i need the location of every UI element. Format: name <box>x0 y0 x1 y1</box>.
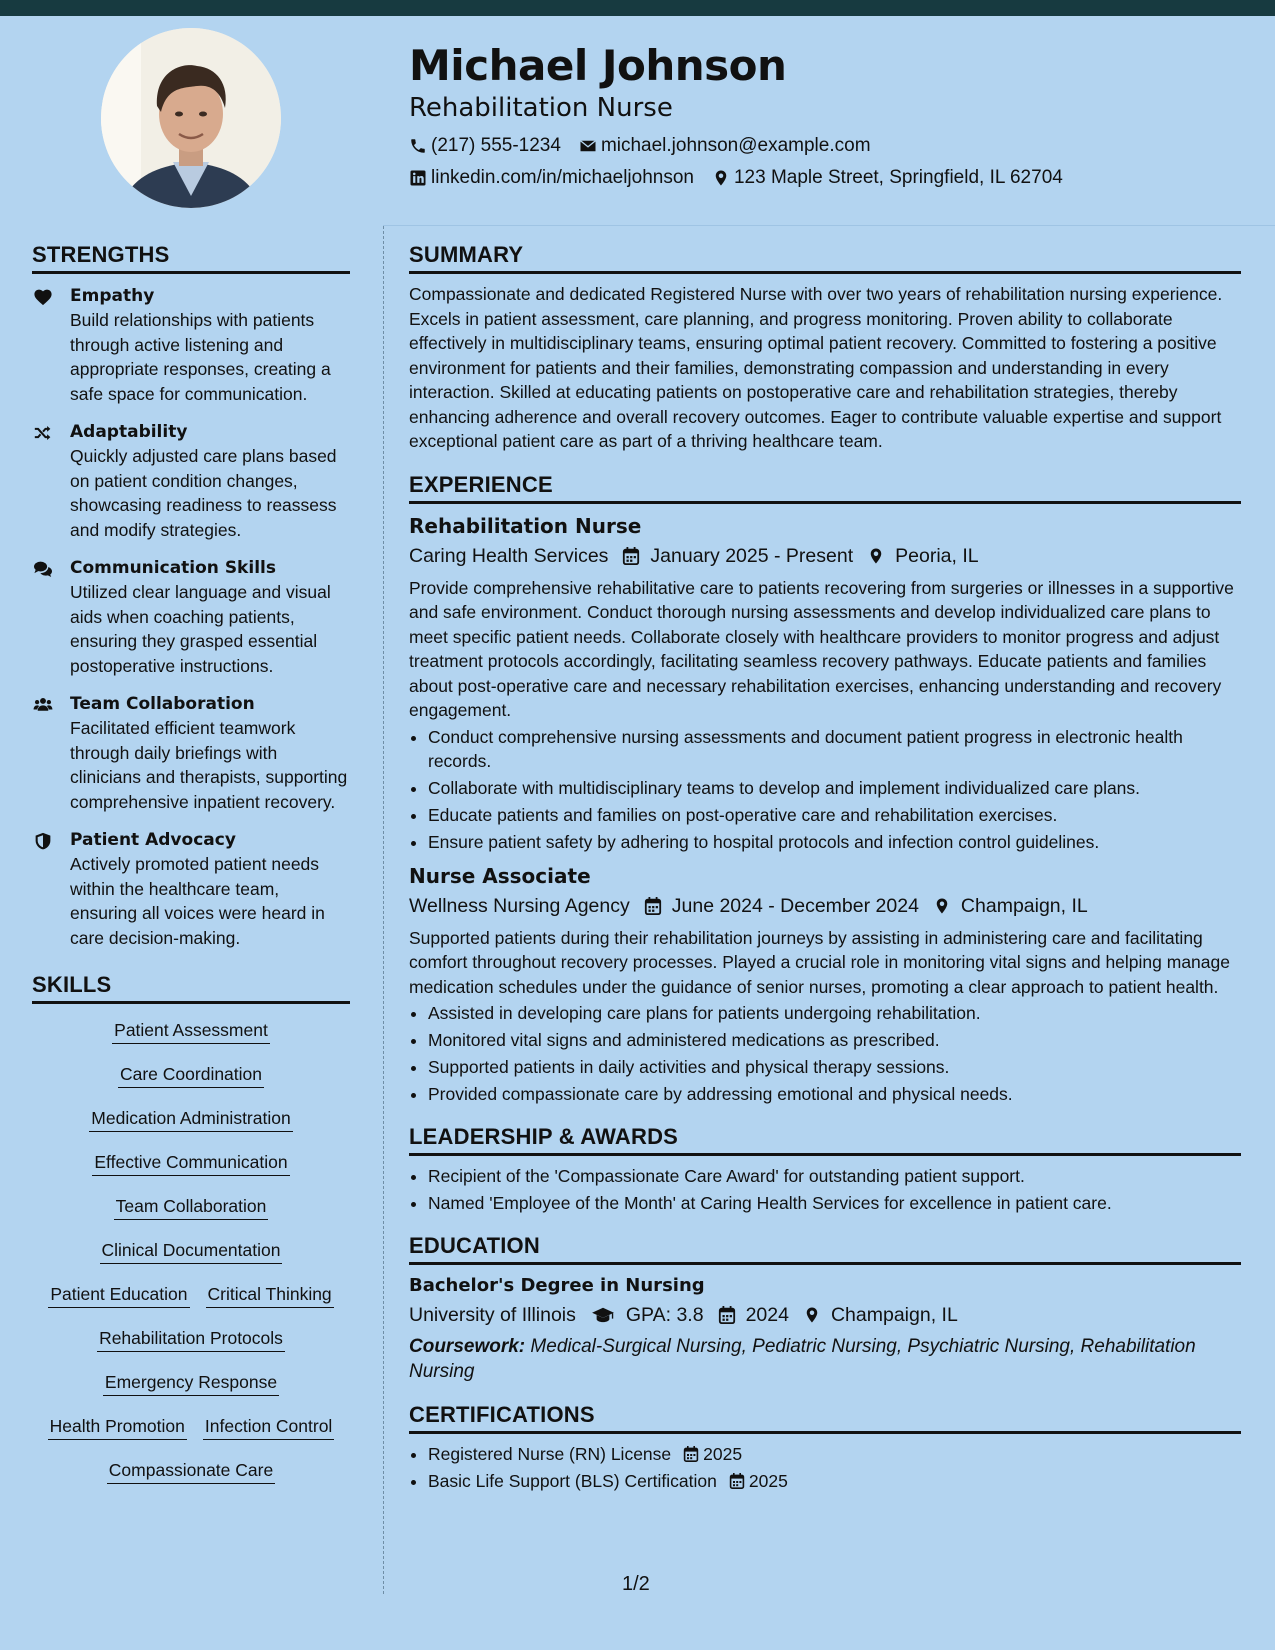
map-marker-icon <box>712 169 730 187</box>
job-entry <box>409 512 1241 854</box>
certifications-list <box>409 1442 1241 1493</box>
coursework-list: Medical-Surgical Nursing, Pediatric Nursing, Psychiatric Nursing, Rehabilitation Nursing <box>409 1336 1196 1382</box>
strength-title: Empathy <box>70 286 155 306</box>
calendar-icon <box>729 1472 745 1490</box>
skill-tag: Effective Communication <box>92 1150 289 1176</box>
column-divider <box>383 226 384 1594</box>
skill-tag: Health Promotion <box>48 1414 187 1440</box>
skill-tag: Critical Thinking <box>206 1282 334 1308</box>
map-marker-icon <box>867 546 885 566</box>
strength-item <box>32 828 350 950</box>
profile-photo <box>101 28 281 208</box>
page-number: 1/2 <box>622 1573 650 1595</box>
job-description: Supported patients during their rehabilitation journeys by assisting in administering care and facilitating comfort throughout recovery processes. Played a crucial role in monitoring vital signs and helping manage medication schedules under the guidance of senior nurses, promoting a clear approach to patient health. <box>409 927 1230 997</box>
list-item: • Collaborate with multidisciplinary teams to develop and implement individualized care plans. <box>428 776 1241 800</box>
degree-title: Bachelor's Degree in Nursing <box>409 1275 705 1296</box>
skills-list <box>32 1018 350 1502</box>
certifications-heading: CERTIFICATIONS <box>409 1400 1241 1434</box>
strength-title: Communication Skills <box>70 558 276 578</box>
cert-name: • Registered Nurse (RN) License <box>428 1444 672 1464</box>
job-title: Nurse Associate <box>409 863 591 888</box>
strength-title: Patient Advocacy <box>70 830 236 850</box>
list-item: • Supported patients in daily activities and physical therapy sessions. <box>428 1055 1241 1079</box>
school-location: Champaign, IL <box>830 1304 958 1326</box>
map-marker-icon <box>933 896 951 916</box>
map-marker-icon <box>803 1305 821 1325</box>
strength-desc: Quickly adjusted care plans based on patient condition changes, showcasing readiness to reassess and modify strategies. <box>70 446 337 540</box>
job-meta <box>409 890 1241 922</box>
linkedin-icon <box>409 169 427 187</box>
phone-icon <box>409 137 427 155</box>
left-column <box>32 240 350 1502</box>
gpa: GPA: 3.8 <box>625 1304 704 1326</box>
skill-tag: Infection Control <box>203 1414 334 1440</box>
strength-item <box>32 284 350 406</box>
users-icon <box>33 696 53 714</box>
list-item <box>428 1469 1241 1493</box>
comments-icon <box>33 560 53 578</box>
candidate-title: Rehabilitation Nurse <box>409 93 673 123</box>
summary-text: Compassionate and dedicated Registered Nurse with over two years of rehabilitation nursing experience. Excels in patient assessment, care planning, and progress monitoring. Proven ability to collaborate effectively in multidisciplinary teams, ensuring optimal patient recovery. Committed to fostering a positive environment for patients and their families, demonstrating compassion and understanding in every interaction. Skilled at educating patients on postoperative care and rehabilitation strategies, thereby enhancing adherence and overall recovery outcomes. Eager to contribute valuable expertise and support exceptional patient care as part of a thriving healthcare team. <box>409 284 1223 451</box>
calendar-icon <box>644 896 662 916</box>
strength-desc: Utilized clear language and visual aids when coaching patients, ensuring they grasped essential postoperative instructions. <box>70 582 331 676</box>
calendar-icon <box>718 1305 736 1325</box>
graduation-year: 2024 <box>745 1304 789 1326</box>
strength-title: Adaptability <box>70 422 188 442</box>
job-location: Champaign, IL <box>960 894 1088 917</box>
skills-heading: SKILLS <box>32 970 350 1004</box>
email-text: michael.johnson@example.com <box>600 135 871 156</box>
skill-tag: Patient Education <box>48 1282 189 1308</box>
address-contact <box>712 162 1063 194</box>
coursework <box>409 1335 1241 1384</box>
skill-tag: Care Coordination <box>118 1062 264 1088</box>
job-meta <box>409 540 1241 572</box>
shield-icon <box>33 832 53 850</box>
calendar-icon <box>683 1445 699 1463</box>
job-entry <box>409 862 1241 1107</box>
list-item: • Recipient of the 'Compassionate Care Award' for outstanding patient support. <box>428 1164 1241 1188</box>
education-meta <box>409 1299 1241 1331</box>
job-company: Caring Health Services <box>409 544 609 567</box>
strengths-heading: STRENGTHS <box>32 240 350 274</box>
cert-year: 2025 <box>703 1444 743 1464</box>
list-item: • Conduct comprehensive nursing assessments and document patient progress in electronic health records. <box>428 725 1241 773</box>
list-item <box>428 1442 1241 1466</box>
list-item: • Named 'Employee of the Month' at Caring Health Services for excellence in patient care. <box>428 1191 1241 1215</box>
list-item: • Assisted in developing care plans for patients undergoing rehabilitation. <box>428 1001 1241 1025</box>
strength-item <box>32 556 350 678</box>
leadership-section <box>409 1122 1241 1215</box>
candidate-name: Michael Johnson <box>409 41 787 90</box>
linkedin-contact[interactable] <box>409 162 694 194</box>
education-heading: EDUCATION <box>409 1231 1241 1265</box>
skill-tag: Compassionate Care <box>107 1458 275 1484</box>
linkedin-text: linkedin.com/in/michaeljohnson <box>431 167 694 188</box>
heart-icon <box>33 288 53 306</box>
list-item: • Provided compassionate care by addressing emotional and physical needs. <box>428 1082 1241 1106</box>
job-dates: January 2025 - Present <box>650 544 854 567</box>
strength-desc: Facilitated efficient teamwork through daily briefings with clinicians and therapists, supporting comprehensive inpatient recovery. <box>70 718 348 812</box>
strength-desc: Actively promoted patient needs within the healthcare team, ensuring all voices were heard in care decision-making. <box>70 854 325 948</box>
list-item: • Educate patients and families on post-operative care and rehabilitation exercises. <box>428 803 1241 827</box>
job-title: Rehabilitation Nurse <box>409 513 642 538</box>
envelope-icon <box>579 137 597 155</box>
cert-year: 2025 <box>748 1471 788 1491</box>
strength-title: Team Collaboration <box>70 694 255 714</box>
skill-tag: Team Collaboration <box>114 1194 269 1220</box>
strength-item <box>32 420 350 542</box>
phone-text: (217) 555-1234 <box>431 135 561 156</box>
header-divider <box>383 225 1275 226</box>
skill-tag: Clinical Documentation <box>100 1238 283 1264</box>
job-company: Wellness Nursing Agency <box>409 894 630 917</box>
experience-heading: EXPERIENCE <box>409 470 1241 504</box>
job-bullets <box>409 725 1241 854</box>
leadership-list <box>409 1164 1241 1215</box>
leadership-heading: LEADERSHIP & AWARDS <box>409 1122 1241 1156</box>
strength-desc: Build relationships with patients through active listening and appropriate responses, creating a safe space for communication. <box>70 310 331 404</box>
graduation-cap-icon <box>590 1305 616 1325</box>
job-location: Peoria, IL <box>895 544 979 567</box>
certifications-section <box>409 1400 1241 1493</box>
top-bar <box>0 0 1275 16</box>
job-dates: June 2024 - December 2024 <box>671 894 919 917</box>
job-description: Provide comprehensive rehabilitative care to patients recovering from surgeries or illnesses in a supportive and safe environment. Conduct thorough nursing assessments and develop individualized care plans to meet specific patient needs. Collaborate closely with healthcare providers to monitor progress and adjust treatment protocols accordingly, facilitating seamless recovery pathways. Educate patients and families about post-operative care and necessary rehabilitation exercises, enhancing understanding and recovery engagement. <box>409 577 1234 720</box>
cert-name: • Basic Life Support (BLS) Certification <box>428 1471 717 1491</box>
right-column <box>409 240 1241 1509</box>
experience-section <box>409 470 1241 1107</box>
list-item: • Ensure patient safety by adhering to hospital protocols and infection control guidelines. <box>428 830 1241 854</box>
skill-tag: Rehabilitation Protocols <box>97 1326 285 1352</box>
calendar-icon <box>622 546 640 566</box>
summary-section <box>409 240 1241 454</box>
strength-item <box>32 692 350 814</box>
skill-tag: Medication Administration <box>89 1106 292 1132</box>
contact-row-1 <box>409 130 1249 162</box>
summary-heading: SUMMARY <box>409 240 1241 274</box>
job-bullets <box>409 1001 1241 1106</box>
address-text: 123 Maple Street, Springfield, IL 62704 <box>733 167 1063 188</box>
resume-header <box>409 40 1249 194</box>
skill-tag: Patient Assessment <box>112 1018 270 1044</box>
coursework-label: Coursework: <box>409 1336 526 1357</box>
list-item: • Monitored vital signs and administered medications as prescribed. <box>428 1028 1241 1052</box>
shuffle-icon <box>33 424 53 442</box>
education-section <box>409 1231 1241 1384</box>
contact-row-2 <box>409 162 1249 194</box>
email-contact[interactable] <box>579 130 871 162</box>
phone-contact[interactable] <box>409 130 561 162</box>
skill-tag: Emergency Response <box>103 1370 279 1396</box>
school-name: University of Illinois <box>409 1304 576 1326</box>
